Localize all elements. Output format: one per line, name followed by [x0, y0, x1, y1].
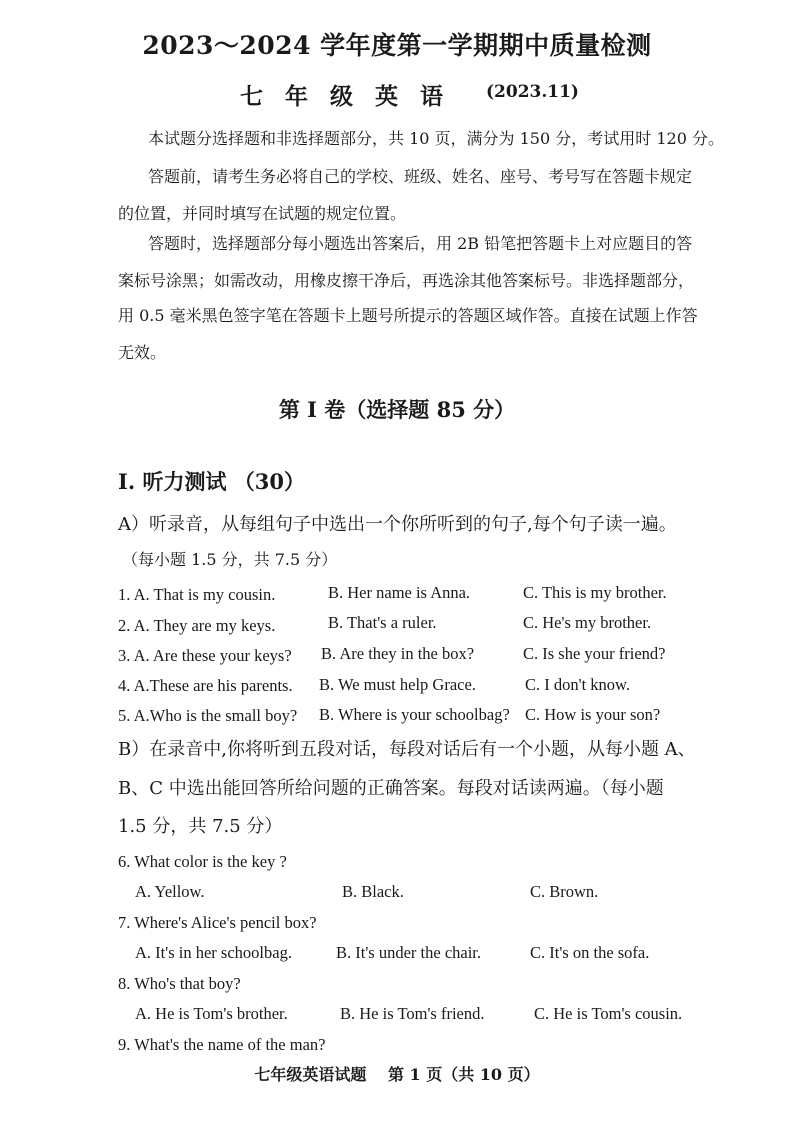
option-b: B. It's under the chair. [336, 943, 482, 962]
option-b: B. He is Tom's friend. [340, 1004, 485, 1023]
instruction-line: 答题前，请考生务必将自己的学校、班级、姓名、座号、考号写在答题卡规定 [148, 167, 693, 186]
exam-date: (2023.11) [486, 82, 579, 102]
instruction-line: 的位置，并同时填写在试题的规定位置。 [118, 204, 407, 223]
question-stem: 7. Where's Alice's pencil box? [118, 913, 317, 932]
option-c: C. I don't know. [525, 675, 631, 694]
question-stem: 6. What color is the key ? [118, 852, 287, 871]
option-b: B. That's a ruler. [328, 613, 437, 632]
option-a: 2. A. They are my keys. [118, 616, 276, 635]
instruction-line: 答题时，选择题部分每小题选出答案后，用 2B 铅笔把答题卡上对应题目的答 [148, 234, 693, 253]
option-a: A. It's in her schoolbag. [135, 943, 292, 962]
section-heading: I. 听力测试 （30） [118, 469, 305, 494]
option-c: C. It's on the sofa. [530, 943, 650, 962]
option-a: A. Yellow. [135, 882, 205, 901]
option-a: 3. A. Are these your keys? [118, 646, 292, 665]
instruction-line: 本试题分选择题和非选择题部分，共 10 页，满分为 150 分，考试用时 120 分。 [148, 129, 724, 148]
instruction-line: 无效。 [118, 343, 167, 362]
exam-title: 2023～2024 学年度第一学期期中质量检测 [142, 31, 652, 60]
option-c: C. He's my brother. [523, 613, 652, 632]
part-b-instruction-line: B）在录音中,你将听到五段对话，每段对话后有一个小题，从每小题 A、 [118, 739, 696, 760]
option-b: B. We must help Grace. [319, 675, 476, 694]
footer-subject: 七年级英语试题 [254, 1065, 367, 1084]
option-c: C. Is she your friend? [523, 644, 666, 663]
option-a: A. He is Tom's brother. [135, 1004, 288, 1023]
instruction-line: 用 0.5 毫米黑色签字笔在答题卡上题号所提示的答题区域作答。直接在试题上作答 [118, 306, 698, 325]
option-b: B. Black. [342, 882, 404, 901]
option-a: 1. A. That is my cousin. [118, 585, 276, 604]
option-b: B. Where is your schoolbag? [319, 705, 510, 724]
option-b: B. Her name is Anna. [328, 583, 471, 602]
option-c: C. Brown. [530, 882, 599, 901]
footer-page-number: 第 1 页（共 10 页） [387, 1065, 540, 1084]
question-stem: 9. What's the name of the man? [118, 1035, 326, 1054]
option-b: B. Are they in the box? [321, 644, 475, 663]
option-c: C. This is my brother. [523, 583, 667, 602]
page-footer [0, 1062, 794, 1085]
exam-subtitle: 七 年 级 英 语 [240, 83, 451, 110]
part-a-instruction: A）听录音，从每组句子中选出一个你所听到的句子,每个句子读一遍。 [118, 514, 677, 535]
part-b-instruction-line: 1.5 分，共 7.5 分） [118, 816, 283, 837]
part-a-points: （每小题 1.5 分，共 7.5 分） [122, 550, 338, 569]
option-c: C. How is your son? [525, 705, 661, 724]
option-c: C. He is Tom's cousin. [534, 1004, 683, 1023]
option-a: 4. A.These are his parents. [118, 676, 293, 695]
question-stem: 8. Who's that boy? [118, 974, 241, 993]
instruction-line: 案标号涂黑；如需改动，用橡皮擦干净后，再选涂其他答案标号。非选择题部分， [118, 271, 695, 290]
part-heading: 第 I 卷（选择题 85 分） [278, 397, 516, 422]
part-b-instruction-line: B、C 中选出能回答所给问题的正确答案。每段对话读两遍。（每小题 [118, 778, 664, 799]
option-a: 5. A.Who is the small boy? [118, 706, 298, 725]
